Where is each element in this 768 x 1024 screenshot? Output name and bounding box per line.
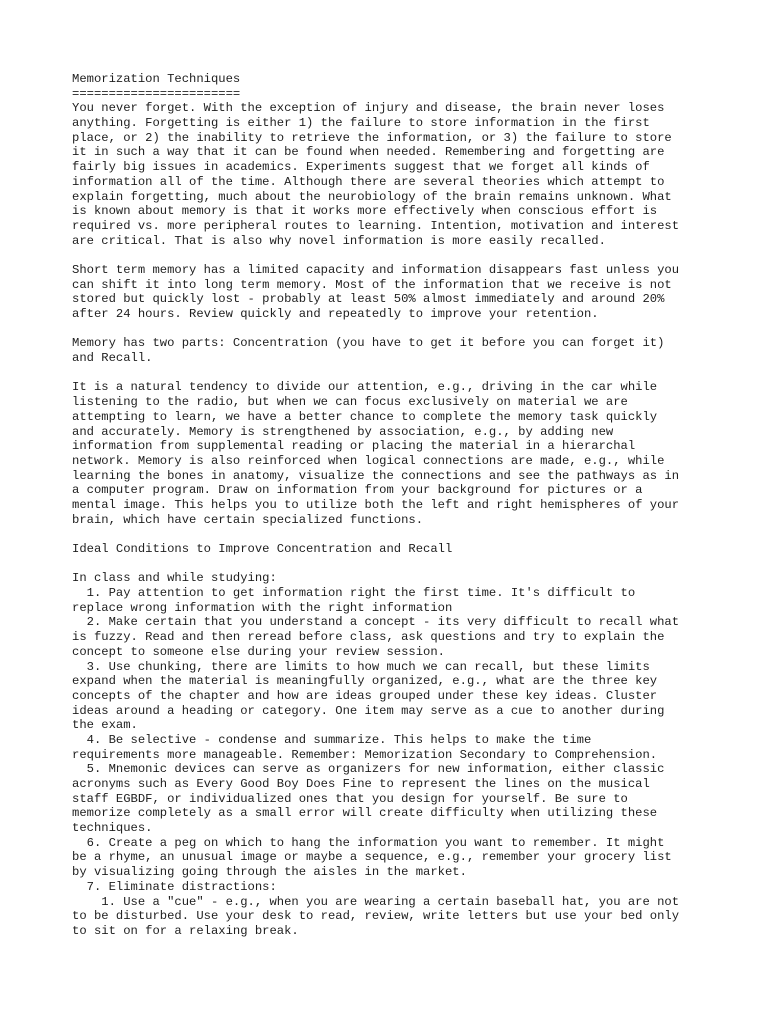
text-line: explain forgetting, much about the neurobiology of the brain remains unknown. What <box>72 189 672 204</box>
text-line: information from supplemental reading or placing the material in a hierarchal <box>72 439 636 454</box>
text-line: required vs. more peripheral routes to learning. Intention, motivation and interest <box>72 218 680 233</box>
text-line: anything. Forgetting is either 1) the failure to store information in the first <box>72 116 650 131</box>
text-line: it in such a way that it can be found when needed. Remembering and forgetting are <box>72 145 665 160</box>
text-line: Ideal Conditions to Improve Concentration and Recall <box>72 542 453 556</box>
blank-line <box>72 557 712 572</box>
text-line: a computer program. Draw on information from your background for pictures or a <box>72 483 643 498</box>
text-line: place, or 2) the inability to retrieve the information, or 3) the failure to store <box>72 130 672 145</box>
text-line: 2. Make certain that you understand a concept - its very difficult to recall what <box>72 615 680 630</box>
text-line: 3. Use chunking, there are limits to how much we can recall, but these limits <box>72 659 650 674</box>
text-line: 6. Create a peg on which to hang the information you want to remember. It might <box>72 835 665 850</box>
blank-line <box>72 527 712 542</box>
text-line: ideas around a heading or category. One item may serve as a cue to another during <box>72 703 665 718</box>
text-line: 1. Pay attention to get information right the first time. It's difficult to <box>72 586 636 601</box>
text-line: requirements more manageable. Remember: Memorization Secondary to Comprehension. <box>72 747 658 762</box>
text-line: is fuzzy. Read and then reread before class, ask questions and try to explain the <box>72 630 665 645</box>
text-line: concept to someone else during your review session. <box>72 644 445 659</box>
text-line: mental image. This helps you to utilize both the left and right hemispheres of your <box>72 497 680 512</box>
text-line: are critical. That is also why novel information is more easily recalled. <box>72 233 606 248</box>
text-line: staff EGBDF, or individualized ones that you design for yourself. Be sure to <box>72 791 628 806</box>
text-line: the exam. <box>72 718 138 733</box>
text-line: expand when the material is meaningfully organized, e.g., what are the three key <box>72 674 658 689</box>
text-line: be a rhyme, an unusual image or maybe a sequence, e.g., remember your grocery list <box>72 850 672 865</box>
text-line: 4. Be selective - condense and summarize. This helps to make the time <box>72 732 592 747</box>
text-line: attempting to learn, we have a better chance to complete the memory task quickly <box>72 409 658 424</box>
text-line: by visualizing going through the aisles in the market. <box>72 865 467 880</box>
text-line: acronyms such as Every Good Boy Does Fine to represent the lines on the musical <box>72 777 650 791</box>
text-line: You never forget. With the exception of injury and disease, the brain never loses <box>72 101 665 116</box>
text-line: memorize completely as a small error will create difficulty when utilizing these <box>72 806 658 821</box>
title-underline: ======================= <box>72 86 241 101</box>
text-line: and Recall. <box>72 351 153 366</box>
text-line: 5. Mnemonic devices can serve as organizers for new information, either classic <box>72 762 665 777</box>
text-line: techniques. <box>72 821 153 836</box>
text-line: network. Memory is also reinforced when logical connections are made, e.g., while <box>72 453 665 468</box>
text-line: listening to the radio, but when we can focus exclusively on material we are <box>72 395 628 410</box>
text-line: In class and while studying: <box>72 571 277 586</box>
text-line: learning the bones in anatomy, visualize the connections and see the pathways as in <box>72 468 680 483</box>
text-line: and accurately. Memory is strengthened by association, e.g., by adding new <box>72 424 614 439</box>
text-line: information all of the time. Although there are several theories which attempt to <box>72 174 665 189</box>
text-line: is known about memory is that it works more effectively when conscious effort is <box>72 204 658 219</box>
text-line: Short term memory has a limited capacity and information disappears fast unless you <box>72 262 680 277</box>
text-line: to sit on for a relaxing break. <box>72 923 299 938</box>
text-line: fairly big issues in academics. Experiments suggest that we forget all kinds of <box>72 160 650 175</box>
text-line: replace wrong information with the right information <box>72 600 453 615</box>
document-title: Memorization Techniques <box>72 72 241 86</box>
text-line: concepts of the chapter and how are ideas grouped under these key ideas. Cluster <box>72 688 658 703</box>
text-line: 1. Use a "cue" - e.g., when you are wearing a certain baseball hat, you are not <box>72 894 680 909</box>
text-line: Memory has two parts: Concentration (you have to get it before you can forget it) <box>72 336 665 351</box>
document-body <box>72 72 712 939</box>
text-line: stored but quickly lost - probably at least 50% almost immediately and around 20% <box>72 292 665 307</box>
text-line: It is a natural tendency to divide our attention, e.g., driving in the car while <box>72 380 658 395</box>
text-line: to be disturbed. Use your desk to read, review, write letters but use your bed only <box>72 909 680 924</box>
blank-line <box>72 322 712 337</box>
text-line: brain, which have certain specialized functions. <box>72 512 424 527</box>
blank-line <box>72 248 712 263</box>
text-line: after 24 hours. Review quickly and repeatedly to improve your retention. <box>72 307 599 321</box>
text-line: can shift it into long term memory. Most of the information that we receive is not <box>72 277 672 292</box>
blank-line <box>72 366 712 381</box>
text-line: 7. Eliminate distractions: <box>72 879 277 894</box>
